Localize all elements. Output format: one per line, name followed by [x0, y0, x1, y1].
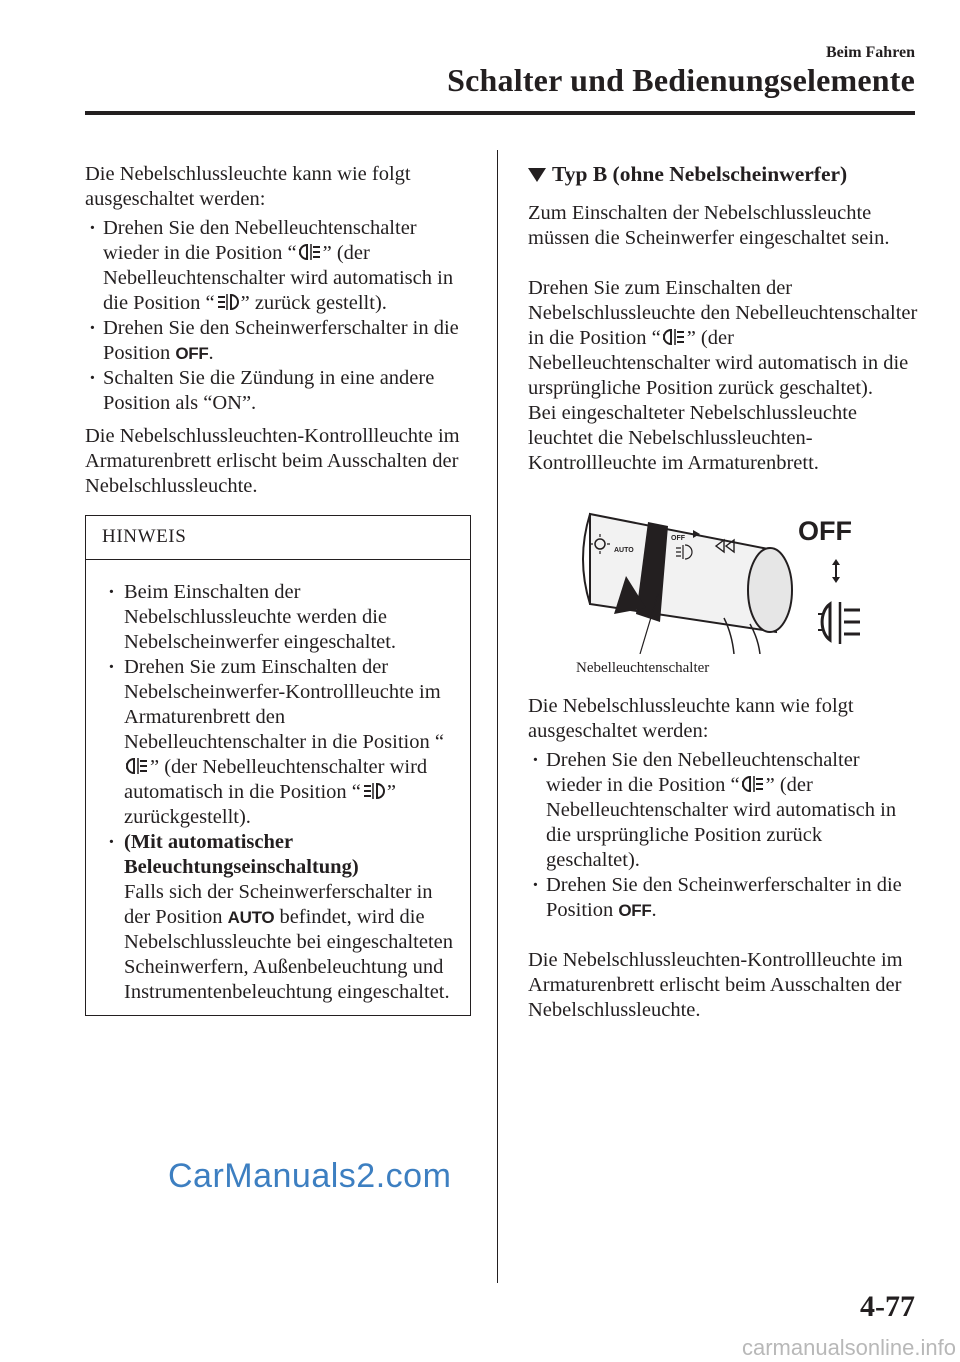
fog-switch-figure — [528, 504, 918, 684]
list-item: · Schalten Sie die Zündung in eine andere Position als “ON”. — [85, 366, 473, 416]
page-title: Schalter und Bedienungselemente — [447, 62, 915, 98]
paragraph: Zum Einschalten der Nebelschlussleuchte müssen die Scheinwerfer eingeschaltet sein. — [528, 202, 890, 249]
note-heading: HINWEIS — [86, 516, 470, 560]
fog-switch-illustration — [528, 504, 918, 654]
section-label: Beim Fahren — [825, 44, 915, 61]
auto-position-label: AUTO — [227, 908, 275, 927]
list-item: · (Mit automatischer Beleuchtungseinschaltung) Falls sich der Scheinwerferschalter in der Position AUTO befindet, wird die Nebelschlussleuchte bei eingeschalteten Scheinwerfern, Außenbeleuchtung und Instrumentenbeleuchtung eingeschaltet. — [102, 830, 460, 1005]
list-item: · Drehen Sie den Scheinwerferschalter in die Position OFF. — [528, 873, 918, 923]
note-body — [86, 560, 470, 1015]
subsection-heading: Typ B (ohne Nebelscheinwerfer) — [528, 162, 918, 187]
list-item: · Drehen Sie zum Einschalten der Nebelscheinwerfer-Kontrollleuchte im Armaturenbrett den Nebelleuchtenschalter in die Position “” (der Nebelleuchtenschalter wird automatisch in die Position “ ” zurückgestellt). — [102, 655, 460, 830]
watermark-carmanualsonline: carmanualsonline.info — [741, 1335, 956, 1360]
rear-fog-lamp-icon — [662, 327, 686, 347]
list-item: · Beim Einschalten der Nebelschlussleuchte werden die Nebelscheinwerfer eingeschaltet. — [102, 580, 460, 655]
figure-off-label: OFF — [798, 516, 852, 546]
front-fog-lamp-icon — [216, 292, 240, 312]
page-number: 4-77 — [860, 1290, 915, 1323]
front-fog-lamp-icon — [362, 781, 386, 801]
off-position-label: OFF — [618, 901, 652, 920]
left-column — [85, 162, 473, 1016]
figure-caption: Nebelleuchtenschalter — [576, 660, 710, 676]
paragraph: Drehen Sie zum Einschalten der Nebelschlussleuchte den Nebelleuchtenschalter in die Position “ ” (der Nebelleuchtenschalter wird automatisch in die ursprüngliche Position zurück geschaltet). — [528, 277, 918, 399]
outro-paragraph: Die Nebelschlussleuchten-Kontrollleuchte im Armaturenbrett erlischt beim Ausschalten der Nebelschlussleuchte. — [528, 949, 903, 1021]
note-list — [102, 580, 460, 1005]
right-column — [528, 162, 918, 1023]
rear-fog-lamp-icon — [298, 242, 322, 262]
note-subheading: (Mit automatischer Beleuchtungseinschaltung) — [124, 831, 359, 878]
triangle-marker-icon — [528, 168, 546, 182]
header-rule — [85, 111, 915, 115]
list-item: · Drehen Sie den Scheinwerferschalter in die Position OFF. — [85, 316, 473, 366]
list-item: · Drehen Sie den Nebelleuchtenschalter wieder in die Position “ ” (der Nebelleuchtenschalter wird automatisch in die Position “ ” zurück gestellt). — [85, 216, 473, 316]
outro-paragraph: Die Nebelschlussleuchten-Kontrollleuchte im Armaturenbrett erlischt beim Ausschalten der Nebelschlussleuchte. — [85, 425, 460, 497]
column-divider — [497, 150, 498, 1283]
watermark-carmanuals2: CarManuals2.com — [168, 1157, 452, 1195]
paragraph: Bei eingeschalteter Nebelschlussleuchte leuchtet die Nebelschlussleuchten-Kontrollleuchte im Armaturenbrett. — [528, 402, 858, 474]
intro-paragraph: Die Nebelschlussleuchte kann wie folgt ausgeschaltet werden: — [85, 163, 411, 210]
list-item: · Drehen Sie den Nebelleuchtenschalter wieder in die Position “ ” (der Nebelleuchtenschalter wird automatisch in die ursprüngliche Position zurück geschaltet). — [528, 748, 918, 873]
off-position-label: OFF — [175, 344, 209, 363]
turn-off-list — [85, 216, 473, 416]
rear-fog-lamp-icon — [741, 774, 765, 794]
stalk-off-label: OFF — [671, 535, 685, 542]
note-box — [85, 515, 471, 1016]
intro-paragraph: Die Nebelschlussleuchte kann wie folgt ausgeschaltet werden: — [528, 695, 854, 742]
turn-off-list — [528, 748, 918, 923]
stalk-auto-label: AUTO — [614, 547, 634, 554]
rear-fog-lamp-icon — [125, 756, 149, 776]
